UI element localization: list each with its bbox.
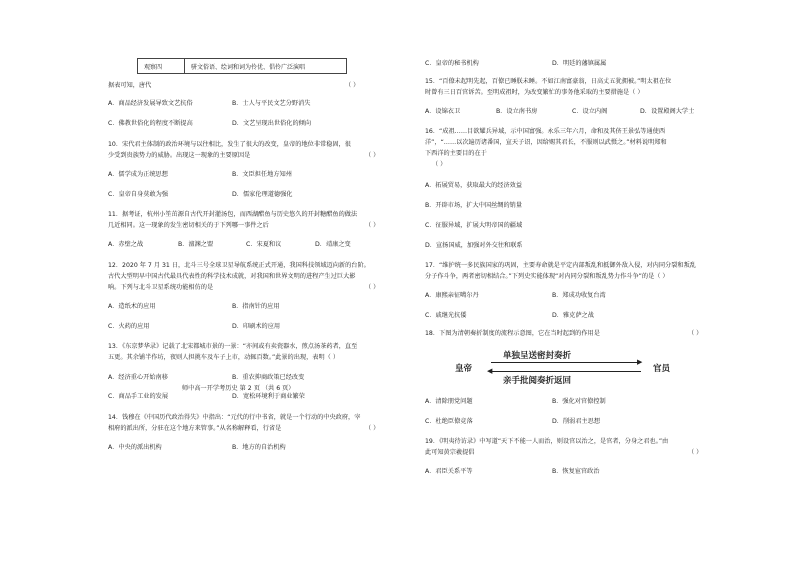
q9-option-d: D．文艺呈现出世俗化的倾向 (232, 120, 312, 127)
q17-option-a: A．康熙亲征噶尔丹 (425, 292, 479, 299)
q13-option-d: D．宽松环境利于商业繁荣 (232, 393, 305, 400)
diagram-top-arrow (491, 362, 641, 363)
q17-option-d: D．雅克萨之战 (552, 312, 594, 319)
q11-line2: 几近相同。这一现象的发生密切相关的于下列哪一事件之后 (108, 222, 269, 229)
q10-line1: 10．宋代君主体制的政治环境与以往相比，发生了很大的改变，皇帝的地位非常稳固，很 (108, 141, 351, 148)
arrow-right-icon: ▶ (637, 358, 643, 366)
memorial-flow-diagram (455, 347, 675, 389)
q11-option-d: D．靖康之变 (315, 241, 351, 248)
diagram-top-label: 单独呈送密封奏折 (503, 351, 572, 361)
q12-line2: 古代大型明早中国古代最具代表性的科学技术成就，对我国和世界文明的进程产生过巨大影 (108, 273, 356, 280)
q11-option-a: A．赤壁之战 (108, 241, 144, 248)
q11-line1: 11．据考证，杭州小笙茁源自古代开封灌汤包，而西湖醋鱼与历史悠久的开封糖醋鱼的做法 (108, 211, 358, 218)
q16-line3: 下西洋的主要目的在于 (425, 150, 487, 157)
observation-content: 骈文俗语、绘词和词为伶优、倡伶广泛演唱 (185, 59, 347, 74)
q13-option-b: B．重农抑商政策已经改变 (232, 374, 305, 381)
q16-option-c: C．征服异域，扩展大明帝国的疆域 (425, 222, 523, 229)
q19-option-b: B．恢复宦官政治 (552, 468, 600, 475)
q14-line1: 14．钱穆在《中国历代政治得失》中指出：“元代的行中书省，就是一个行动的中央政府，宰 (108, 414, 361, 421)
q15-option-b: B．设立南书房 (496, 108, 538, 115)
q14-option-a: A．中央的派出机构 (108, 444, 162, 451)
page-footer: 师中高一开学考历史 第 2 页 （共 6 页） (182, 385, 295, 392)
q13-option-a: A．经济重心开始南移 (108, 374, 168, 381)
q19-line2: 此可知黄宗羲提倡 (425, 449, 475, 456)
q14-option-b: B．地方的自治机构 (232, 444, 286, 451)
diagram-bottom-arrow (491, 371, 641, 372)
q16-option-b: B．开辟市场，扩大中国丝绸的销量 (425, 202, 523, 209)
q18-line1: 18．下图为清朝奏折制度的流程示意图，它在当时起到的作用是 (425, 330, 600, 337)
q14-option-d: D．明廷的藩镇属属 (552, 60, 607, 67)
q15-option-c: C．设立内阁 (572, 108, 608, 115)
q18-option-a: A．清除朋党问题 (425, 398, 473, 405)
diagram-bottom-label: 亲手批阅奏折返回 (503, 376, 572, 386)
q11-option-b: B．澶渊之盟 (178, 241, 214, 248)
q10-paren: （ ） (365, 152, 380, 159)
q14-line2: 相府的派出所，分驻在这个地方来管事。”从名称解释看，行省是 (108, 425, 282, 432)
q17-option-b: B．郑成功收复台湾 (552, 292, 606, 299)
q12-line1: 12．2020 年 7 月 31 日，北斗三号全球卫星导航系统正式开通，我国科技领域迈向新的台阶。 (108, 262, 370, 269)
q9-option-c: C．佛教世俗化的程度不断提高 (108, 120, 193, 127)
q16-option-d: D．宣扬国威，加强对外交往和联系 (425, 242, 523, 249)
diagram-emperor: 皇帝 (455, 364, 473, 374)
q16-paren: （ ） (432, 161, 447, 168)
q10-option-a: A．儒学成为正统思想 (108, 171, 168, 178)
q12-line3: 响。下列与北斗卫星系统功能相仿的是 (108, 284, 214, 291)
q16-line2: 洋”，“……以次遍历诸番国，宣天子诏，因给赐其君长，不服则以武慑之。”材料说明郑和 (425, 139, 667, 146)
q15-line2: 时曾有三日百官诉苦。至明成祖时，为改变繁忙的事务他采取的主要措施是（ ） (425, 89, 644, 96)
q15-line1: 15．“百僚未起明先起，百僚已睡朕未睡。不如江南富豪翁，日高丈五犹拥被。”明太祖在位 (425, 78, 672, 85)
q15-option-a: A．设锦衣卫 (425, 108, 461, 115)
q12-option-c: C．火药的应用 (108, 323, 150, 330)
q13-line2: 五更。其余铺半作坊，夜则人担挑车及车子上市，动辄百数。”此景的出现，表明（ ） (108, 354, 340, 361)
q17-option-c: C．戚继光抗倭 (425, 312, 467, 319)
q12-option-a: A．造纸术的应用 (108, 303, 156, 310)
q18-option-c: C．杜绝臣僚竞落 (425, 418, 473, 425)
q17-line2: 分子作斗争，两者密切相结合。”下列史实能体现“对内同分裂和叛乱势力作斗争”的是（ ） (425, 273, 669, 280)
q16-line1: 16．“成祖……目欲耀兵异域，示中国富强。永乐三年六月，命和及其侪王景弘等通使西 (425, 128, 666, 135)
arrow-left-icon: ◀ (487, 367, 493, 375)
q11-option-c: C．宋夏和议 (246, 241, 282, 248)
q19-option-a: A．君臣关系平等 (425, 468, 473, 475)
q9-paren: （ ） (345, 82, 360, 89)
observation-table (137, 58, 347, 74)
diagram-official: 官员 (653, 364, 671, 374)
q10-option-b: B．文臣担任地方知州 (232, 171, 292, 178)
q11-paren: （ ） (365, 222, 380, 229)
q14-paren: （ ） (365, 425, 380, 432)
q16-option-a: A．拓展贸易，获取最大的经济效益 (425, 182, 523, 189)
q12-paren: （ ） (365, 284, 380, 291)
q19-line1: 19．《明夷待访录》中写道“天下不能一人而治，则设官以治之，是官者，分身之君也。”由 (425, 438, 669, 445)
q10-line2: 少受到贵族势力的威胁。出现这一现象的主要原因是 (108, 152, 251, 159)
q13-line1: 13．《东京梦华录》记载了北宋都城市景的一景：“亦间或有卖瓷器水，煎点汤茶药者，直至 (108, 343, 358, 350)
q9-option-b: B．士人与平民文艺分野消失 (232, 100, 311, 107)
q13-option-c: C．商品手工业的发展 (108, 393, 169, 400)
q15-option-d: D．设置殿阁大学士 (640, 108, 695, 115)
q12-option-b: B．指南针的应用 (232, 303, 280, 310)
q10-option-d: D．儒家伦理道德强化 (232, 191, 293, 198)
q18-option-b: B．强化对官僚控制 (552, 398, 606, 405)
q12-option-d: D．印刷术的应用 (232, 323, 281, 330)
observation-label: 观察四 (138, 59, 185, 74)
q14-option-c: C．皇帝的秘书机构 (425, 60, 479, 67)
q17-line1: 17．“维护统一多民族国家的巩固，主要寿命就是平定内部叛乱和抵御外敌入侵，对内同分裂和叛乱 (425, 262, 696, 269)
q18-option-d: D．削弱君主思想 (552, 418, 601, 425)
q9-stem: 据表可知，唐代 (108, 82, 152, 89)
q10-option-c: C．皇帝自身莫敢为强 (108, 191, 169, 198)
q19-paren: （ ） (688, 449, 703, 456)
q18-paren: （ ） (688, 330, 703, 337)
q9-option-a: A．商品经济发展导致文艺抗俗 (108, 100, 193, 107)
